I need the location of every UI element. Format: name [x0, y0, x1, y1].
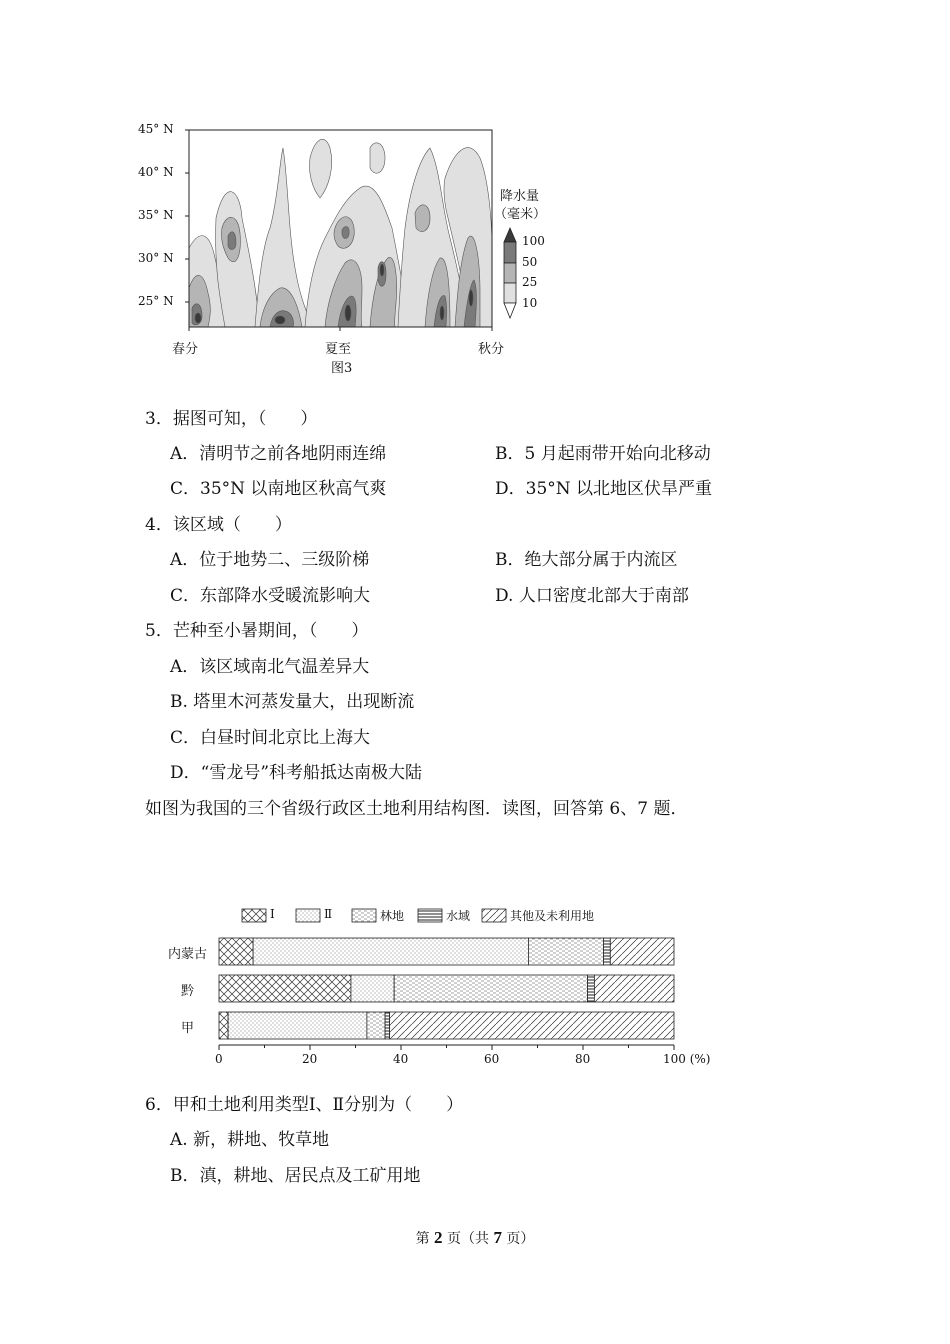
legend-label-forest: 林地: [380, 909, 405, 923]
legend-unit: （毫米）: [494, 207, 547, 222]
legend-label-type-2: Ⅱ: [324, 907, 333, 921]
question-3-stem: 3．据图可知，（ ）: [145, 409, 318, 429]
bar-segment-1-3: [588, 975, 595, 1002]
x-tick-100-pct: 100 (%): [663, 1052, 711, 1066]
legend-swatch-2: [296, 909, 320, 922]
legend-title: 降水量: [500, 189, 540, 204]
question-5-option-b[interactable]: B. 塔里木河蒸发量大，出现断流: [170, 692, 415, 712]
question-4-option-c[interactable]: C．东部降水受暖流影响大: [170, 586, 371, 606]
question-4-option-d[interactable]: D. 人口密度北部大于南部: [495, 586, 689, 606]
question-5-option-c[interactable]: C．白昼时间北京比上海大: [170, 728, 371, 748]
bar-segment-0-0: [219, 938, 253, 965]
y-label-35n: 35° N: [138, 208, 174, 222]
legend-scale-bar: [504, 228, 516, 318]
legend-label-other: 其他及未利用地: [510, 909, 595, 923]
y-label-30n: 30° N: [138, 251, 174, 265]
legend-label-water: 水域: [446, 909, 471, 923]
legend-value-100: 100: [522, 234, 545, 248]
figure-3: [130, 118, 550, 378]
x-label-spring-equinox: 春分: [172, 342, 199, 357]
category-label-neimenggu: 内蒙古: [168, 947, 208, 962]
question-6-stem: 6．甲和土地利用类型Ⅰ、Ⅱ分别为（ ）: [145, 1095, 464, 1115]
bar-segment-1-4: [594, 975, 674, 1002]
bar-segment-2-2: [367, 1012, 385, 1039]
bar-segment-0-3: [603, 938, 610, 965]
bar-segment-2-1: [228, 1012, 367, 1039]
footer-middle: 页（共: [442, 1231, 494, 1247]
legend-swatch-4: [418, 909, 442, 922]
bar-segment-1-0: [219, 975, 351, 1002]
legend-swatch-1: [242, 909, 266, 922]
footer-prefix: 第: [415, 1231, 435, 1247]
bar-segment-1-2: [394, 975, 587, 1002]
legend-value-25: 25: [522, 275, 538, 289]
bar-segment-2-0: [219, 1012, 228, 1039]
question-4-option-b[interactable]: B．绝大部分属于内流区: [495, 550, 678, 570]
figure-caption: 图3: [331, 361, 353, 376]
question-4-stem: 4．该区域（ ）: [145, 515, 292, 535]
question-3-option-b[interactable]: B．5 月起雨带开始向北移动: [495, 444, 711, 464]
legend-swatch-3: [352, 909, 376, 922]
question-3-option-c[interactable]: C．35°N 以南地区秋高气爽: [170, 479, 387, 499]
question-5-option-d[interactable]: D．“雪龙号”科考船抵达南极大陆: [170, 763, 423, 783]
question-4-option-a[interactable]: A．位于地势二、三级阶梯: [170, 550, 370, 570]
bar-segment-0-4: [610, 938, 674, 965]
question-3-option-a[interactable]: A．清明节之前各地阴雨连绵: [170, 444, 387, 464]
legend-value-10: 10: [522, 296, 538, 310]
category-label-qian: 黔: [181, 984, 195, 999]
y-label-25n: 25° N: [138, 294, 174, 308]
question-5-stem: 5．芒种至小暑期间，（ ）: [145, 621, 369, 641]
footer-total-pages: 7: [493, 1228, 502, 1247]
bar-segment-0-1: [253, 938, 528, 965]
bar-segment-2-4: [390, 1012, 674, 1039]
legend-label-type-1: Ⅰ: [270, 907, 275, 921]
x-label-summer-solstice: 夏至: [325, 342, 352, 357]
footer-suffix: 页）: [501, 1231, 535, 1247]
legend-swatch-5: [482, 909, 506, 922]
section-intro: 如图为我国的三个省级行政区土地利用结构图．读图，回答第 6、7 题．: [145, 799, 688, 819]
bar-segment-0-2: [528, 938, 603, 965]
question-5-option-a[interactable]: A．该区域南北气温差异大: [170, 657, 370, 677]
bar-segment-1-1: [351, 975, 394, 1002]
land-use-chart: [160, 898, 730, 1078]
legend-value-50: 50: [522, 255, 538, 269]
question-3-option-d[interactable]: D．35°N 以北地区伏旱严重: [495, 479, 713, 499]
x-tick-60: 60: [484, 1052, 500, 1066]
page-footer: [0, 1228, 950, 1248]
question-6-option-b[interactable]: B．滇，耕地、居民点及工矿用地: [170, 1166, 421, 1186]
x-tick-40: 40: [393, 1052, 409, 1066]
y-label-45n: 45° N: [138, 122, 174, 136]
y-label-40n: 40° N: [138, 165, 174, 179]
x-label-autumn-equinox: 秋分: [478, 342, 505, 357]
x-tick-20: 20: [302, 1052, 318, 1066]
land-use-stacked-bar-chart: [160, 898, 730, 1078]
x-tick-80: 80: [575, 1052, 591, 1066]
category-label-jia: 甲: [181, 1021, 195, 1036]
bar-segment-2-3: [385, 1012, 390, 1039]
question-6-option-a[interactable]: A. 新，耕地、牧草地: [170, 1130, 330, 1150]
footer-page-number: 2: [434, 1228, 443, 1247]
x-tick-0: 0: [215, 1052, 223, 1066]
